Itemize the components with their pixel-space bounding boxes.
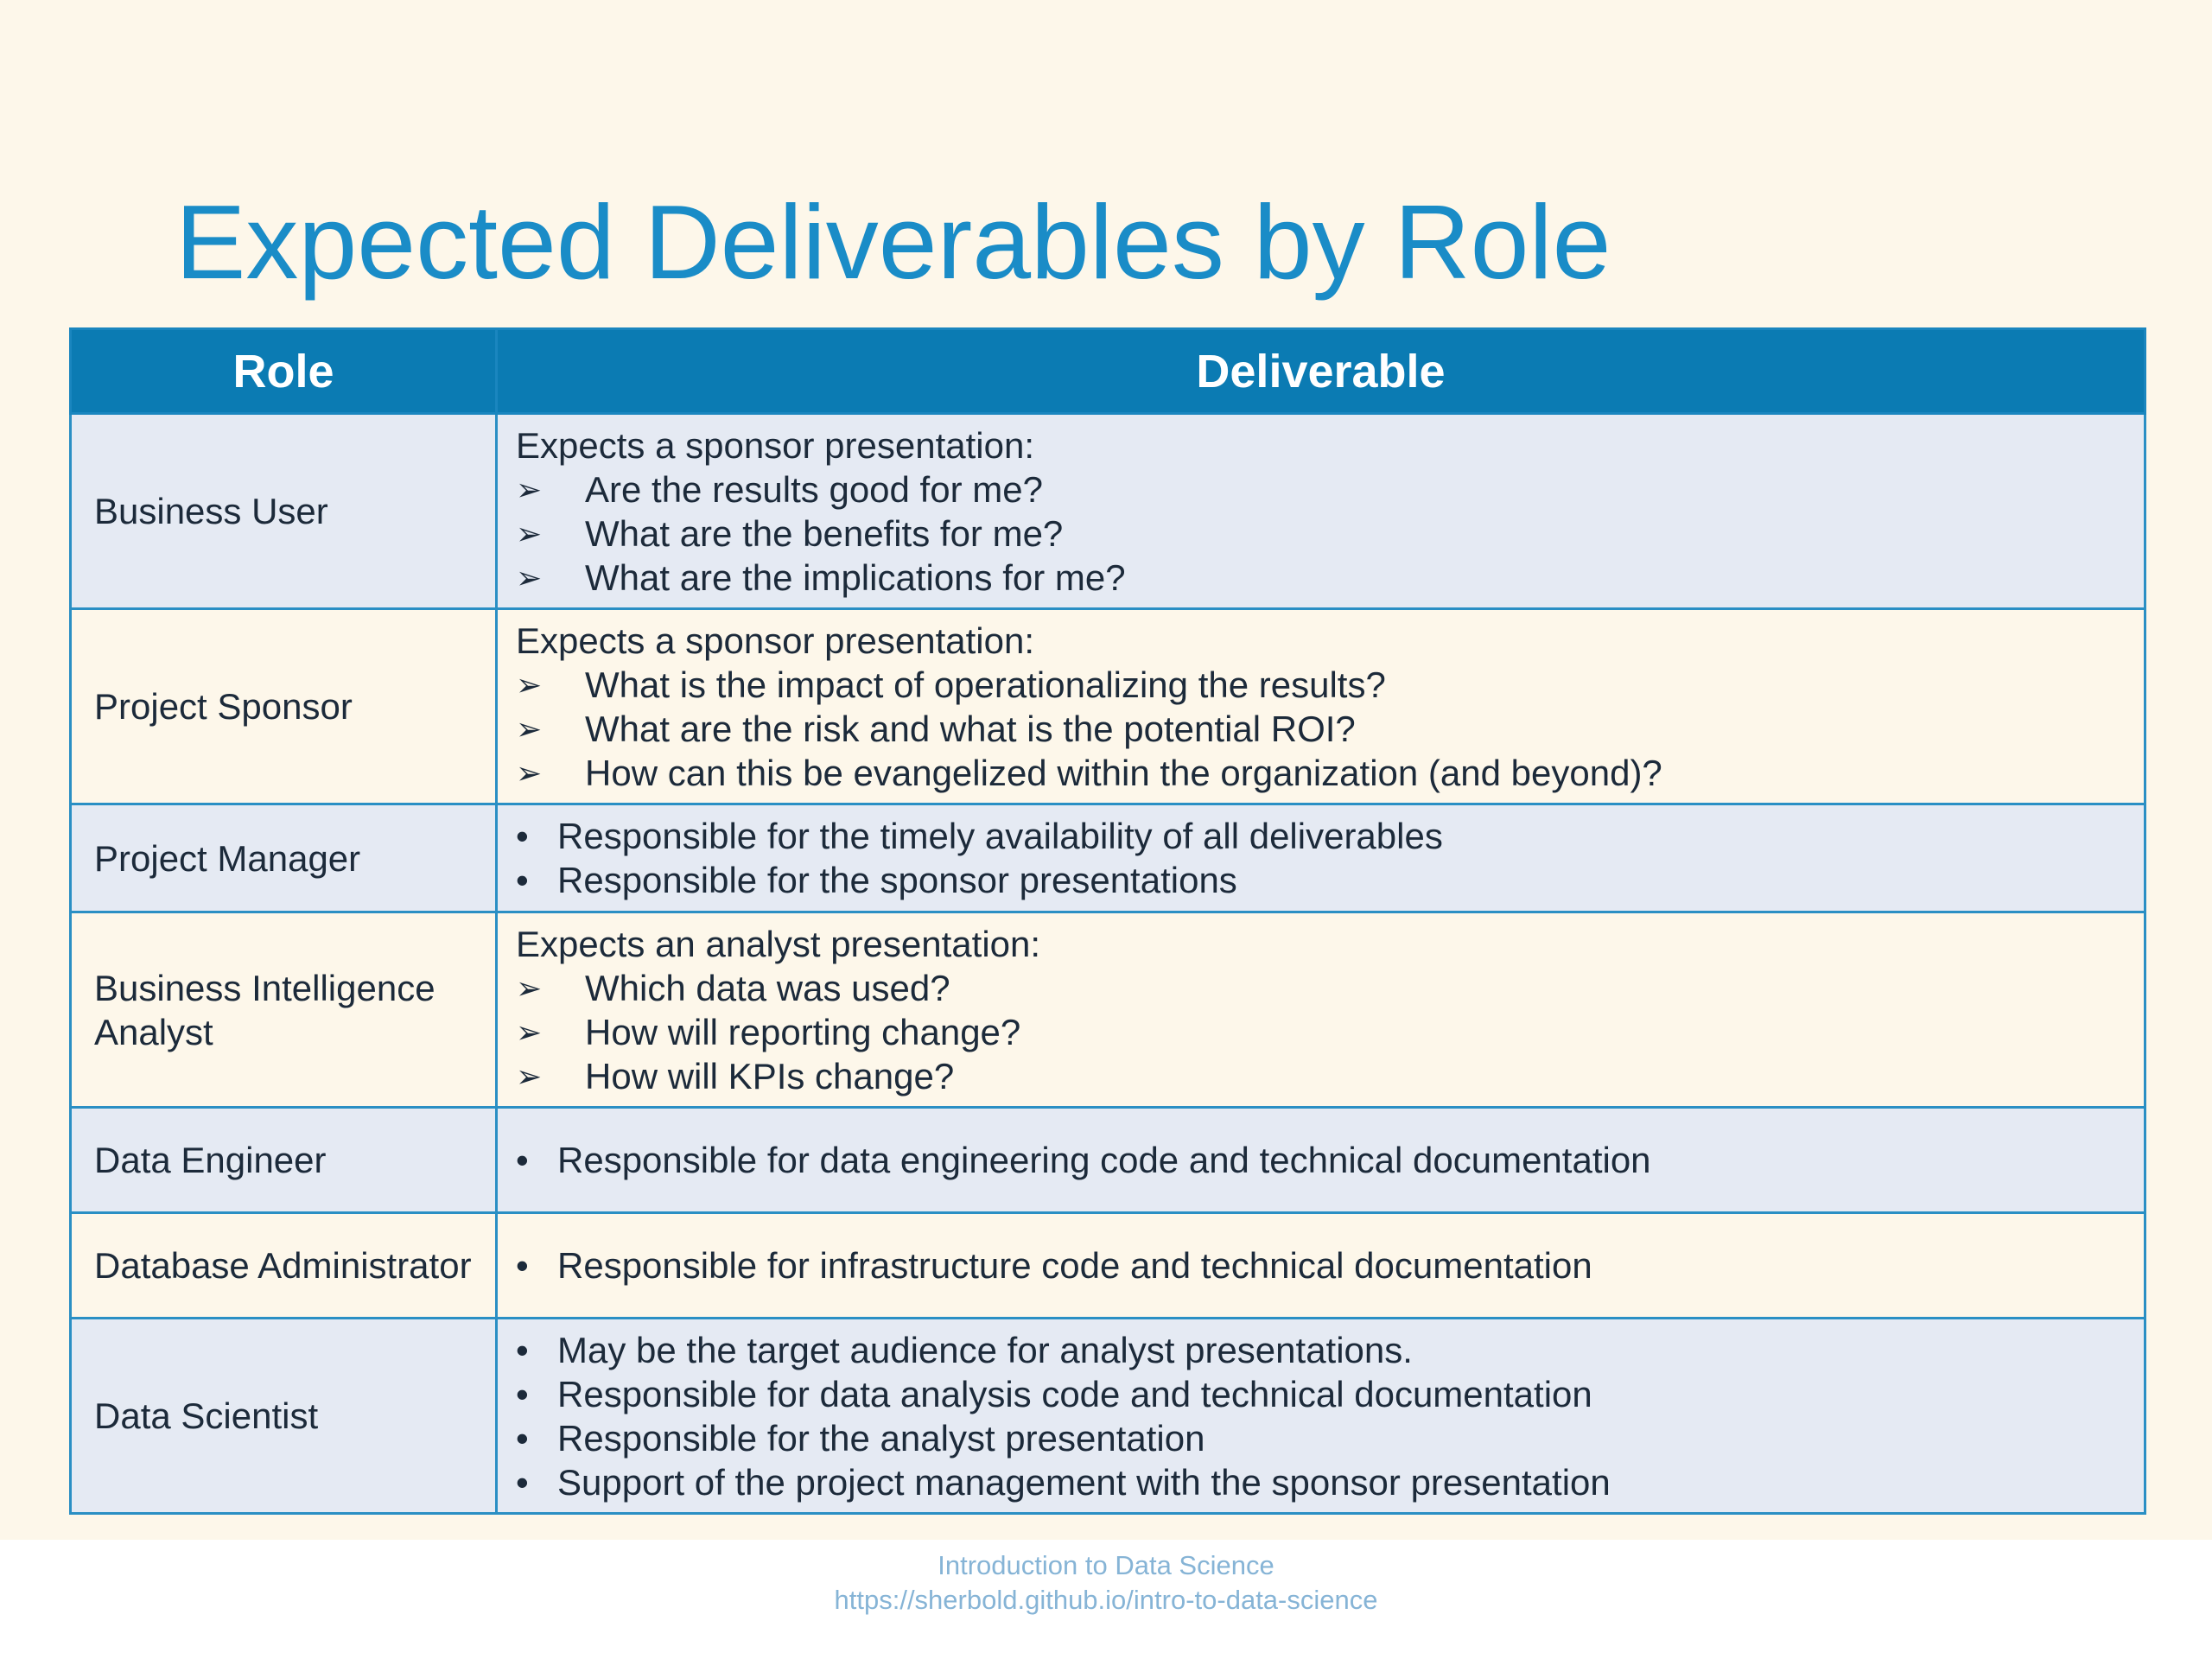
list-item	[516, 663, 2144, 707]
footer-course-title: Introduction to Data Science	[938, 1550, 1274, 1580]
dot-bullet-icon: •	[516, 1329, 529, 1370]
table-body	[71, 414, 2145, 1514]
arrow-bullet-icon: ➢	[516, 471, 543, 507]
deliverable-list	[516, 814, 2144, 902]
list-item-text: What are the benefits for me?	[585, 512, 1064, 554]
role-cell	[71, 414, 497, 609]
list-item-text: Responsible for data engineering code and technical documentation	[557, 1140, 1651, 1180]
arrow-bullet-icon: ➢	[516, 666, 543, 702]
role-label: Business Intelligence Analyst	[94, 967, 435, 1052]
list-item	[516, 1010, 2144, 1054]
slide-title: Expected Deliverables by Role	[175, 183, 1611, 301]
role-cell	[71, 1108, 497, 1213]
arrow-bullet-icon: ➢	[516, 710, 543, 747]
list-item-text: What are the implications for me?	[585, 556, 1126, 598]
list-item-text: Responsible for the timely availability of all deliverables	[557, 816, 1443, 856]
list-item	[516, 1328, 2144, 1372]
list-item-text: Responsible for the analyst presentation	[557, 1417, 1205, 1459]
arrow-bullet-icon: ➢	[516, 754, 543, 791]
list-item	[516, 1416, 2144, 1460]
table-row	[71, 1108, 2145, 1213]
list-item	[516, 1460, 2144, 1504]
deliverable-cell	[497, 1108, 2145, 1213]
deliverable-cell	[497, 1213, 2145, 1319]
deliverable-cell	[497, 609, 2145, 804]
list-item-text: Responsible for infrastructure code and technical documentation	[557, 1245, 1592, 1286]
deliverable-cell	[497, 912, 2145, 1108]
role-label: Project Sponsor	[94, 686, 353, 727]
list-item	[516, 1138, 2144, 1182]
dot-bullet-icon: •	[516, 1140, 529, 1180]
list-item-text: How will KPIs change?	[585, 1055, 955, 1096]
list-item	[516, 858, 2144, 902]
deliverable-list	[516, 467, 2144, 600]
arrow-bullet-icon: ➢	[516, 1014, 543, 1050]
table-row	[71, 804, 2145, 912]
role-cell	[71, 912, 497, 1108]
table-row	[71, 1213, 2145, 1319]
list-item-text: May be the target audience for analyst presentations.	[557, 1329, 1413, 1370]
header-role: Role	[71, 329, 497, 414]
arrow-bullet-icon: ➢	[516, 559, 543, 595]
list-item	[516, 512, 2144, 556]
list-item	[516, 966, 2144, 1010]
list-item	[516, 814, 2144, 858]
list-item	[516, 1372, 2144, 1416]
deliverable-list	[516, 966, 2144, 1098]
role-cell	[71, 1213, 497, 1319]
dot-bullet-icon: •	[516, 1373, 529, 1414]
role-cell	[71, 804, 497, 912]
deliverable-list	[516, 1138, 2144, 1182]
deliverable-cell	[497, 414, 2145, 609]
list-item-text: What are the risk and what is the potential ROI?	[585, 708, 1356, 749]
list-item-text: Responsible for the sponsor presentations	[557, 860, 1237, 900]
footer-url: https://sherbold.github.io/intro-to-data-science	[834, 1585, 1378, 1615]
deliverable-list	[516, 1243, 2144, 1287]
dot-bullet-icon: •	[516, 1461, 529, 1503]
dot-bullet-icon: •	[516, 816, 529, 856]
list-item-text: Responsible for data analysis code and technical documentation	[557, 1373, 1592, 1414]
arrow-bullet-icon: ➢	[516, 1058, 543, 1094]
role-label: Data Engineer	[94, 1140, 327, 1180]
header-deliverable: Deliverable	[497, 329, 2145, 414]
arrow-bullet-icon: ➢	[516, 969, 543, 1006]
list-item	[516, 556, 2144, 600]
list-item-text: How will reporting change?	[585, 1011, 1021, 1052]
list-item-text: Support of the project management with the sponsor presentation	[557, 1461, 1611, 1503]
deliverable-intro: Expects an analyst presentation:	[516, 923, 1041, 964]
dot-bullet-icon: •	[516, 1417, 529, 1459]
role-label: Business User	[94, 491, 328, 531]
deliverable-intro: Expects a sponsor presentation:	[516, 424, 1035, 466]
deliverables-table	[69, 327, 2146, 1515]
dot-bullet-icon: •	[516, 860, 529, 900]
list-item-text: How can this be evangelized within the organization (and beyond)?	[585, 752, 1662, 793]
table-row	[71, 1319, 2145, 1514]
list-item	[516, 751, 2144, 795]
arrow-bullet-icon: ➢	[516, 515, 543, 551]
dot-bullet-icon: •	[516, 1245, 529, 1286]
deliverables-table-wrapper	[69, 327, 2144, 1515]
role-label: Data Scientist	[94, 1395, 319, 1436]
table-row	[71, 912, 2145, 1108]
deliverable-intro: Expects a sponsor presentation:	[516, 620, 1035, 661]
role-cell	[71, 609, 497, 804]
deliverable-cell	[497, 804, 2145, 912]
deliverable-list	[516, 1328, 2144, 1504]
table-row	[71, 609, 2145, 804]
role-cell	[71, 1319, 497, 1514]
table-row	[71, 414, 2145, 609]
list-item-text: Which data was used?	[585, 967, 950, 1008]
role-label: Database Administrator	[94, 1245, 472, 1286]
role-label: Project Manager	[94, 837, 361, 879]
deliverable-cell	[497, 1319, 2145, 1514]
list-item-text: What is the impact of operationalizing the results?	[585, 664, 1386, 705]
list-item	[516, 467, 2144, 512]
list-item-text: Are the results good for me?	[585, 468, 1043, 510]
deliverable-list	[516, 663, 2144, 795]
list-item	[516, 707, 2144, 751]
table-header-row	[71, 329, 2145, 414]
list-item	[516, 1243, 2144, 1287]
list-item	[516, 1054, 2144, 1098]
